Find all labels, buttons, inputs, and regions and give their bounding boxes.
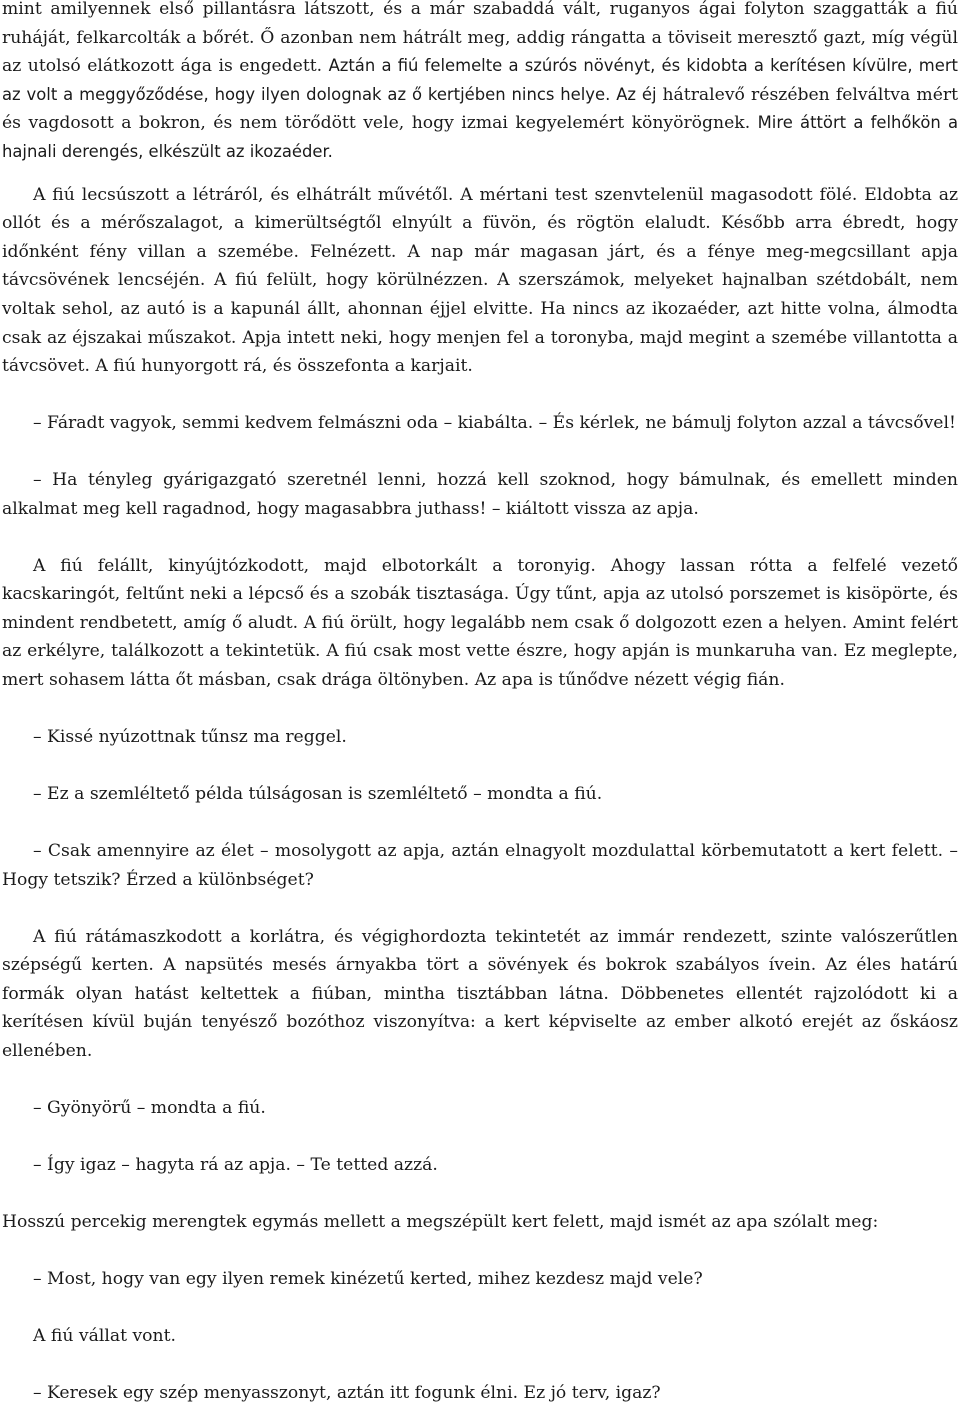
paragraph-11: – Így igaz – hagyta rá az apja. – Te tetted azzá. (33, 1154, 438, 1175)
paragraph-1 (2, 0, 958, 167)
paragraph-4: – Ha tényleg gyárigazgató szeretnél lenni, hozzá kell szoknod, hogy bámulnak, és emellett minden alkalmat meg kell ragadnod, hogy magasabbra juthass! – kiáltott vissza az apja. (2, 470, 958, 519)
paragraph-7: – Ez a szemléltető példa túlságosan is szemléltető – mondta a fiú. (33, 784, 603, 805)
paragraph-13: – Most, hogy van egy ilyen remek kinézetű kerted, mihez kezdesz majd vele? (33, 1268, 703, 1289)
paragraph-5: A fiú felállt, kinyújtózkodott, majd elbotorkált a toronyig. Ahogy lassan rótta a felfelé vezető kacskaringót, feltűnt neki a lépcső és a szobák tisztasága. Úgy tűnt, apja az utolsó porszemet is kisöpörte, és mindent rendbetett, amíg ő aludt. A fiú örült, hogy legalább nem csak ő dolgozott ezen a helyen. Amint felért az erkélyre, találkozott a tekintetük. A fiú csak most vette észre, hogy apján is munkaruha van. Ez meglepte, mert sohasem látta őt másban, csak drága öltönyben. Az apa is tűnődve nézett végig fián. (2, 555, 958, 691)
paragraph-9: A fiú rátámaszkodott a korlátra, és végighordozta tekintetét az immár rendezett, szinte valószerűtlen szépségű kerten. A napsütés mesés árnyakba tört a sövények és bokrok szabályos ívein. Az éles határú formák olyan hatást keltettek a fiúban, mintha tisztábban látna. Döbbenetes ellentét rajzolódott ki a kerítésen kívül buján tenyésző bozóthoz viszonyítva: a kert képviselte az ember alkotó erejét az őskáosz ellenében. (2, 926, 958, 1061)
paragraph-10: – Gyönyörű – mondta a fiú. (33, 1097, 266, 1118)
paragraph-2: A fiú lecsúszott a létráról, és elhátrált művétől. A mértani test szenvtelenül magasodott fölé. Eldobta az ollót és a mérőszalagot, a kimerültségtől elnyúlt a füvön, és rögtön elaludt. Később arra ébredt, hogy időnként fény villan a szemébe. Felnézett. A nap már magasan járt, és a fénye meg-megcsillant apja távcsövének lencséjén. A fiú felült, hogy körülnézzen. A szerszámok, melyeket hajnalban szétdobált, nem voltak sehol, az autó is a kapunál állt, ahonnan éjjel elvitte. Ha nincs az ikozaéder, azt hitte volna, álmodta csak az éjszakai műszakot. Apja intett neki, hogy menjen fel a toronyba, majd megint a szemébe villantotta a távcsövet. A fiú hunyorgott rá, és összefonta a karjait. (2, 184, 958, 377)
paragraph-8: – Csak amennyire az élet – mosolygott az apja, aztán elnagyolt mozdulattal körbemutatott a kert felett. – Hogy tetszik? Érzed a különbséget? (2, 841, 958, 890)
paragraph-1-part-3: hátralevő részében felváltva mért és vagdosott a bokron, és nem törődött vele, hogy izmai kegyelemért könyörögnek. (2, 84, 958, 134)
paragraph-12: Hosszú percekig merengtek egymás mellett a megszépült kert felett, majd ismét az apa szólalt meg: (2, 1211, 879, 1232)
paragraph-15: – Keresek egy szép menyasszonyt, aztán itt fogunk élni. Ez jó terv, igaz? (33, 1382, 661, 1403)
paragraph-3: – Fáradt vagyok, semmi kedvem felmászni oda – kiabálta. – És kérlek, ne bámulj folyton azzal a távcsővel! (33, 413, 956, 434)
paragraph-1-part-4: Mire áttört a felhőkön a hajnali derengés, elkészült az ikozaéder. (2, 113, 959, 161)
paragraph-1-part-2: Aztán a fiú felemelte a szúrós növényt, és kidobta a kerítésen kívülre, mert az volt a meggyőződése, hogy ilyen dolognak az ő kertjében nincs helye. Az éj (2, 56, 958, 104)
paragraph-6: – Kissé nyúzottnak tűnsz ma reggel. (33, 727, 347, 748)
paragraph-1-part-1: mint amilyennek első pillantásra látszott, és a már szabaddá vált, ruganyos ágai folyton szaggatták a fiú ruháját, felkarcolták a bőrét. Ő azonban nem hátrált meg, addig rángatta a töviseit meresztő gazt, míg végül az utolsó elátkozott ága is engedett. (2, 0, 958, 77)
paragraph-14: A fiú vállat vont. (33, 1325, 176, 1346)
